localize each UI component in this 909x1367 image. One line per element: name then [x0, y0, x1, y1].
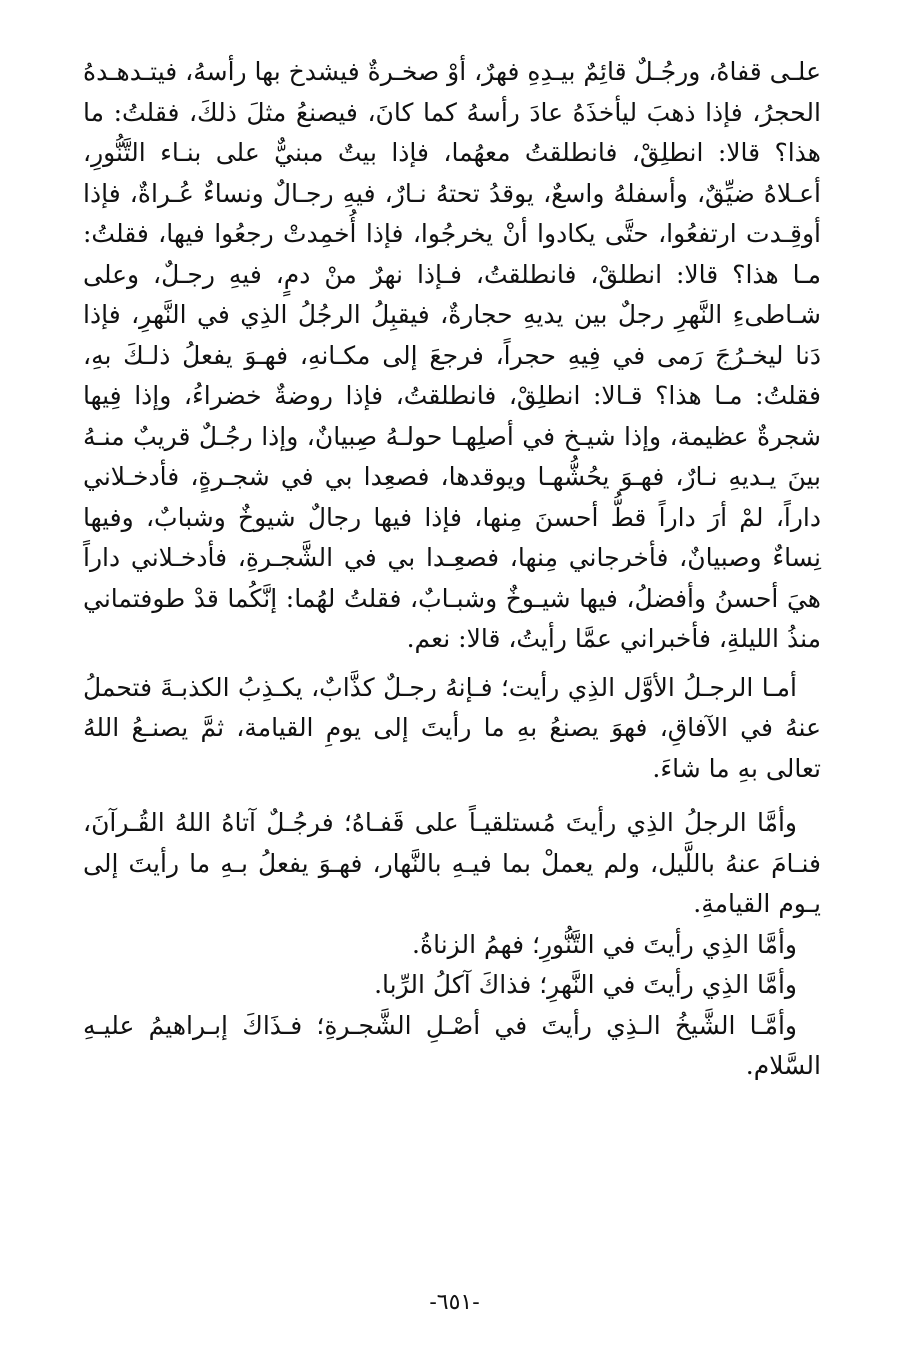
paragraph-quran-reader: وأمَّا الرجلُ الذِي رأيتَ مُستلقيـاً على قَفـاهُ؛ فرجُـلٌ آتاهُ اللهُ القُـرآنَ، فنـامَ عنهُ باللَّيل، ولم يعملْ بما فيـهِ بالنَّهار، فهـوَ يفعلُ بـهِ ما رأيتَ إلى يـوم القيامةِ. — [83, 808, 821, 918]
page-text — [83, 52, 821, 1087]
paragraph-liar: أمـا الرجـلُ الأوَّل الذِي رأيت؛ فـإنهُ رجـلٌ كذَّابٌ، يكـذِبُ الكذبـةَ فتحملُ عنهُ في الآفاقِ، فهوَ يصنعُ بهِ ما رأيتَ إلى يومِ القيامة، ثمَّ يصنـعُ اللهُ تعالى بهِ ما شاءَ. — [83, 672, 821, 783]
page-number: -٦٥١- — [429, 1290, 480, 1315]
paragraph-narrative: علـى قفاهُ، ورجُـلٌ قائِمٌ بيـدِهِ فهرٌ، أوْ صخـرةٌ فيشدخ بها رأسهُ، فيتـدهـدهُ الحجرُ، فإذا ذهبَ ليأخذَهُ عادَ رأسهُ كما كانَ، فيصنعُ مثلَ ذلكَ، فقلتُ: ما هذا؟ قالا: انطلِقْ، فانطلقتُ معهُما، فإذا بيتٌ مبنيٌّ على بنـاء التَّنُّورِ، أعـلاهُ ضيِّقٌ، وأسفلهُ واسعٌ، يوقدُ تحتهُ نـارٌ، فيهِ رجـالٌ ونساءٌ عُـراةٌ، فإذا أوقِـدت ارتفعُوا، حتَّى يكادوا أنْ يخرجُوا، فإذا أُخمِدتْ رجعُوا فيها، فقلتُ: مـا هذا؟ قالا: انطلقْ، فانطلقتُ، فـإذا نهرٌ منْ دمٍ، فيهِ رجـلٌ، وعلى شـاطىءِ النَّهرِ رجلٌ بين يديهِ حجارةٌ، فيقبِلُ الرجُلُ الذِي في النَّهرِ، فإذا دَنا ليخـرُجَ رَمى في فِيهِ حجراً، فرجعَ إلى مكـانهِ، فهـوَ يفعلُ ذلـكَ بهِ، فقلتُ: مـا هذا؟ قـالا: انطلِقْ، فانطلقتُ، فإذا روضةٌ خضراءُ، وإذا فِيها شجرةٌ عظيمة، وإذا شيـخ في أصلِهـا حولـهُ صِبيانٌ، وإذا رجُـلٌ قريبٌ منـهُ بينَ يـديهِ نـارٌ، فهـوَ يحُشُّهـا ويوقدها، فصعِدا بي في شجـرةٍ، فأدخـلاني داراً، لمْ أرَ داراً قطُّ أحسنَ مِنها، فإذا فيها رجالٌ شيوخٌ وشبابٌ، وفيها نِساءٌ وصبيانٌ، فأخرجاني مِنها، فصعِـدا بي في الشَّجـرةِ، فأدخـلاني داراً هيَ أحسنُ وأفضلُ، فيها شيـوخٌ وشبـابٌ، فقلتُ لهُما: إنَّكُما قدْ طوفتماني منذُ الليلةِ، فأخبراني عمَّا رأيتُ، قالا: نعم. — [83, 57, 822, 653]
paragraph-ibrahim: وأمَّـا الشَّيخُ الـذِي رأيتَ في أصْـلِ الشَّجـرةِ؛ فـذَاكَ إبـراهيمُ عليـهِ السَّلام. — [83, 1010, 821, 1080]
paragraph-oven: وأمَّا الذِي رأيتَ في التَّنُّورِ؛ فهمُ الزناةُ. — [412, 929, 797, 959]
paragraph-river: وأمَّا الذِي رأيتَ في النَّهرِ؛ فذاكَ آكلُ الرِّبا. — [374, 970, 797, 999]
